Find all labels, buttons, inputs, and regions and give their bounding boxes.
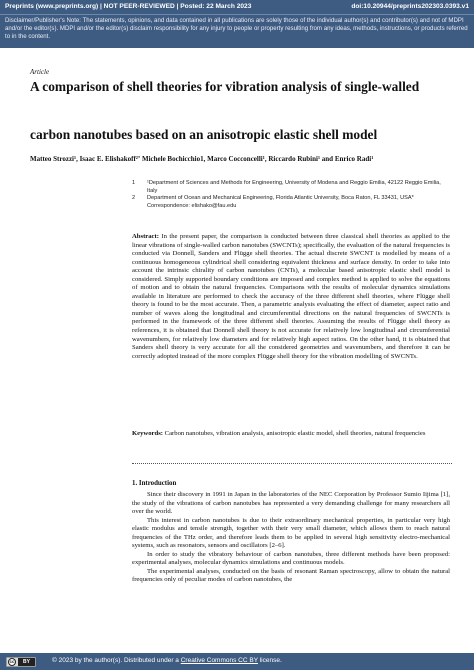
license-suffix: license. <box>257 657 282 664</box>
license-footer <box>0 653 474 670</box>
article-title-line2: carbon nanotubes based on an anisotropic elastic shell model <box>30 127 378 142</box>
affiliation-1 <box>132 180 452 195</box>
doi-link[interactable]: doi:10.20944/preprints202303.0393.v1 <box>351 3 469 10</box>
affiliation-number: 2 <box>132 195 136 202</box>
paragraph: This interest in carbon nanotubes is due to their extraordinary mechanical properties, in particular very high elastic modulus and tensile strength, together with their very small diameter, which allows them to reach natural frequencies of the THz order, and therefore leads them to be applied in several high sensitivity electro-mechanical systems, such as resonators, sensors and oscillators [2–6]. <box>132 516 450 550</box>
paragraph: In order to study the vibratory behaviour of carbon nanotubes, three different methods have been proposed: experimental analyses, molecular dynamics simulations and continuous models. <box>132 550 450 567</box>
affiliation-text: Department of Ocean and Mechanical Engineering, Florida Atlantic University, Boca Raton, FL 33431, USA* <box>147 195 414 202</box>
abstract <box>132 233 450 361</box>
keywords-label: Keywords: <box>132 430 163 437</box>
cc-by-badge-icon[interactable] <box>6 657 36 667</box>
preprint-status: Preprints (www.preprints.org) | NOT PEER-REVIEWED | Posted: 22 March 2023 <box>5 3 252 10</box>
author-list: Matteo Strozzi¹, Isaac E. Elishakoff²ʼ Michele Bochicchio1, Marco Cocconcelli¹, Riccardo Rubini¹ and Enrico Radi¹ <box>30 155 374 163</box>
correspondence <box>132 203 452 211</box>
correspondence-email[interactable]: Correspondence: elishako@fau.edu <box>147 202 237 209</box>
paragraph: The experimental analyses, conducted on the basis of resonant Raman spectroscopy, allow to obtain the natural frequencies only of peculiar modes of carbon nanotubes, the <box>132 567 450 584</box>
keywords <box>132 430 450 439</box>
article-type-label: Article <box>30 68 50 76</box>
section-heading: 1. Introduction <box>132 480 177 487</box>
keywords-text: Carbon nanotubes, vibration analysis, anisotropic elastic model, shell theories, natural frequencies <box>164 430 426 437</box>
paragraph: Since their discovery in 1991 in Japan in the laboratories of the NEC Corporation by Professor Sumio Iijima [1], the study of the vibrations of carbon nanotubes has represented a very demanding challenge for many researchers all over the world. <box>132 491 450 516</box>
publisher-disclaimer: Disclaimer/Publisher's Note: The statements, opinions, and data contained in all publications are solely those of the individual author(s) and contributor(s) and not of MDPI and/or the editor(s). MDPI and/or the editor(s) disclaim responsibility for any injury to people or property resulting from any ideas, methods, instructions, or products referred to in the content. <box>5 17 468 40</box>
license-link[interactable]: Creative Commons CC BY <box>180 657 258 664</box>
article-title-line1: A comparison of shell theories for vibration analysis of single-walled <box>30 79 420 94</box>
by-label: BY <box>18 658 35 666</box>
banner-divider <box>0 14 474 15</box>
preprint-banner <box>0 0 474 48</box>
cc-circle-icon: cc <box>9 659 15 664</box>
section-divider <box>132 463 452 464</box>
affiliation-number: 1 <box>132 180 136 186</box>
affiliation-2 <box>132 195 452 203</box>
banner-top-row <box>5 3 469 14</box>
affiliation-text: ¹Department of Sciences and Methods for Engineering, University of Modena and Reggio Emilia, 42122 Reggio Emilia, Italy <box>147 180 441 194</box>
affiliations <box>132 180 452 210</box>
introduction-body <box>132 491 450 585</box>
copyright-text: © 2023 by the author(s). Distributed under a <box>52 657 181 664</box>
abstract-label: Abstract: <box>132 233 159 240</box>
license-text <box>52 657 282 664</box>
abstract-text: In the present paper, the comparison is conducted between three classical shell theories as applied to the linear vibrations of single-walled carbon nanotubes (SWCNTs); specifically, the evaluation of the natural frequencies is conducted via Donnell, Sanders and Flügge shell theories. The actual discrete SWCNT is modelled by means of a continuous homogeneous cylindrical shell considering equivalent thickness and surface density. In order to take into account the intrinsic chirality of carbon nanotubes (CNTs), a molecular based anisotropic elastic shell model is considered. Simply supported boundary conditions are imposed and complex method is applied to solve the equations of motion and to obtain the natural frequencies. Comparisons with the results of molecular dynamics simulations available in literature are performed to check the accuracy of the three different shell theories, where Flügge shell theory is found to be the most accurate. Then, a parametric analysis evaluating the effect of diameter, aspect ratio and number of waves along the longitudinal and circumferential directions on the natural frequencies of SWCNTs is performed in the framework of the three different shell theories. Assuming the results of Flügge shell theory as references, it is obtained that Donnell shell theory is not accurate for relatively low longitudinal and circumferential wavenumbers, for relatively low diameters and for relatively high aspect ratios. On the other hand, it is obtained that Sanders shell theory is very accurate for all the considered geometries and wavenumbers, and therefore it can be correctly adopted instead of the more complex Flügge shell theory for the vibration modelling of SWCNTs. <box>132 233 450 360</box>
